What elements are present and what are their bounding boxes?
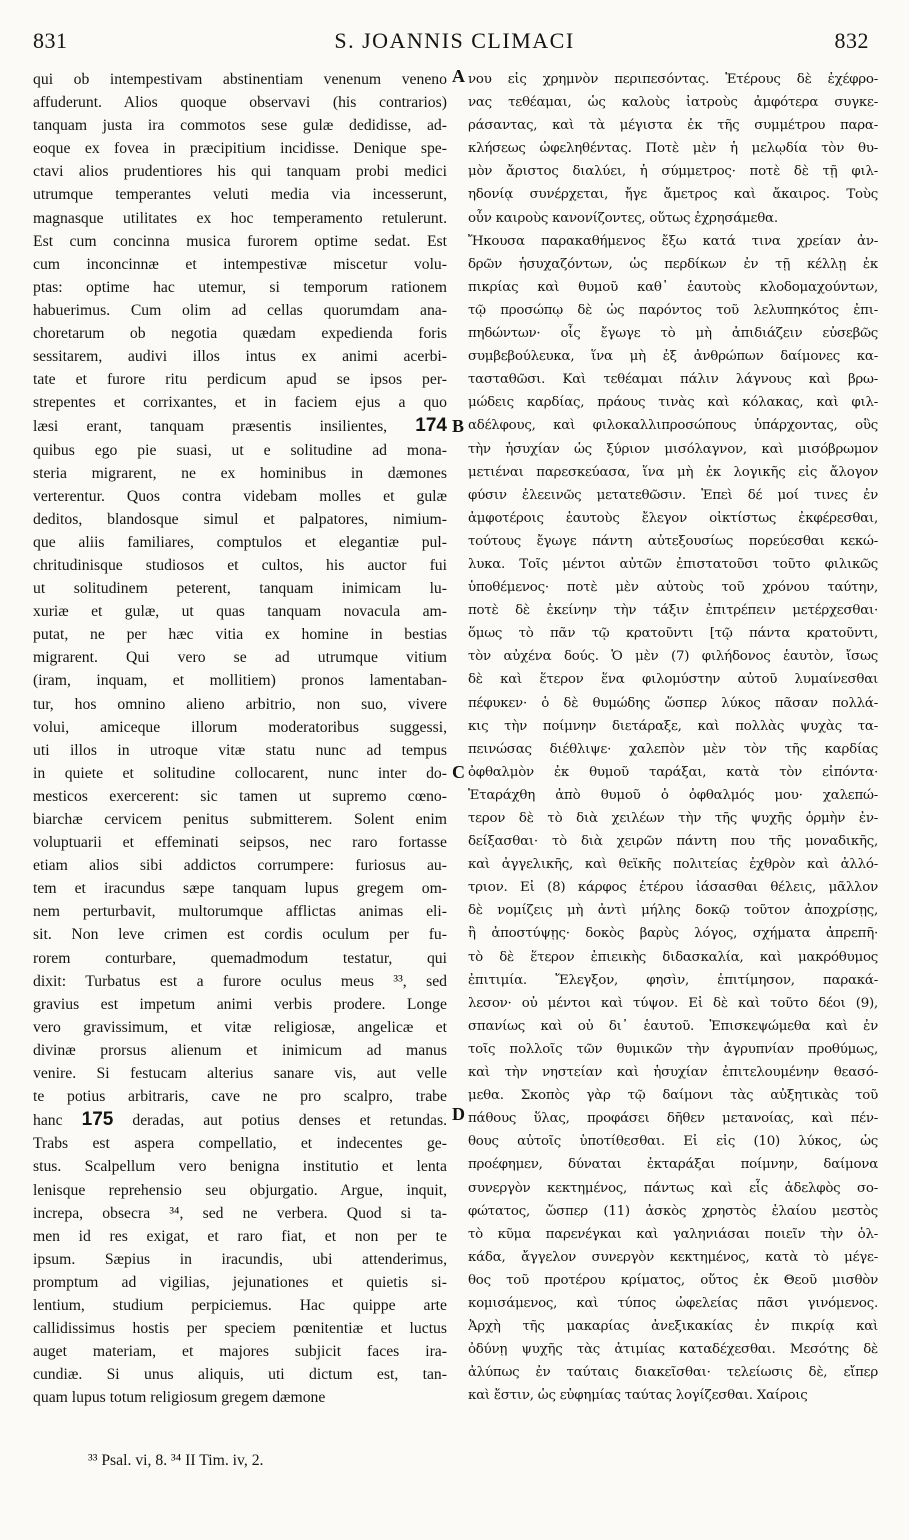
text-line: quibus ego pie suasi, ut e solitudine ad mona- — [33, 441, 447, 459]
text-line: sit. Non leve crimen est cordis oculum per fu- — [33, 926, 447, 944]
text-line: κάδα, ἄγγελον συνεργὸν κεκτημένος, κατὰ τὸ μέγε- — [468, 1249, 878, 1265]
text-line: tur, hos omnino alieno arbitrio, non suo, vivere — [33, 695, 447, 713]
text-line: αδέλφους, καὶ φιλοκαλλιπροσώπους ὑπάρχοντας, οὓς — [468, 418, 878, 434]
text-line: δὲ καὶ ἕτερον ἕνα φιλομύστην αὐτοῦ λυμαίνεσθαι — [468, 672, 878, 688]
text-line: ράσαντας, καὶ τὰ μέγιστα ἐκ τῆς συμμέτρου παρα- — [468, 118, 878, 134]
text-line: ὀδύνῃ ψυχῆς τὰς ἀτιμίας καταδέχεσθαι. Μεσότης δὲ — [468, 1342, 878, 1358]
text-line: ὑποθέμενος· ποτὲ μὲν αὐτοὺς τοῦ χρόνου ταύτην, — [468, 580, 878, 596]
text-line: divinæ prorsus alienum et inimicum ad manus — [33, 1041, 447, 1059]
section-marker-a: A — [452, 66, 465, 86]
marginal-page-number: 174 — [415, 415, 447, 437]
marginal-page-number: 175 — [81, 1109, 114, 1131]
text-line: nem perturbavit, multorumque afflictas animas eli- — [33, 903, 447, 921]
text-line: κομισάμενος, καὶ τύπος ὠφελείας πᾶσι γινόμενος. — [468, 1295, 878, 1311]
text-line: τασταθῶσι. Καὶ τεθέαμαι πάλιν λάγνους καὶ βρω- — [468, 372, 878, 388]
text-line: σπανίως καὶ οὐ δι᾿ ἑαυτοῦ. Ἐπισκεψώμεθα καὶ ἐν — [468, 1018, 878, 1034]
text-line: καὶ τὴν νηστείαν καὶ ἡσυχίαν ἐπιτελουμένην θεασό- — [468, 1065, 878, 1081]
page-number-left: 831 — [33, 28, 68, 53]
text-line: lentium, studium perpiciemus. Hac quippe arte — [33, 1296, 447, 1314]
text-line: πεινώσας διέθλιψε· χαλεπὸν μὲν τὸν τῆς καρδίας — [468, 741, 878, 757]
text-line: te potius arbitraris, cave ne pro scalpro, trabe — [33, 1088, 447, 1106]
text-line: quam lupus totum religiosum gregem dæmone — [33, 1389, 326, 1407]
text-line: λεσον· οὐ μέντοι καὶ τύψον. Εἰ δὲ καὶ τοῦτο δέοι (9), — [468, 995, 878, 1011]
text-line: ptas: optime hac utemur, si temporum rationem — [33, 278, 447, 296]
text-line: cundiæ. Si unus aliquis, uti dictum est, tan- — [33, 1366, 447, 1384]
text-line: μετιέναι παρεσκεύασα, ἵνα μὴ ἐκ λογικῆς εἰς ἄλογον — [468, 464, 878, 480]
text-line: migrarent. Qui vero se ad utrumque vitium — [33, 649, 447, 667]
text-line: cum inconcinnæ et intempestivæ miscetur volu- — [33, 255, 447, 273]
text-line: τερον δὲ τὸ διὰ χειλέων τὴν τῆς ψυχῆς ὁρμὴν ἐν- — [468, 811, 878, 826]
text-line: τῷ προσώπῳ δὲ ὡς παρόντος τοῦ λελυπηκότος ἐπι- — [468, 302, 878, 318]
text-line: Ἤκουσα παρακαθήμενος ἔξω κατά τινα χρείαν ἀν- — [468, 233, 878, 249]
text-line: affuderunt. Alios quoque observavi (his contrarios) — [33, 94, 447, 112]
text-line: lenisque reprehensio seu objurgatio. Argue, inquit, — [33, 1181, 447, 1199]
text-line: ἀλύπως ἐν ταύταις διακεῖσθαι· τελείωσις δὲ, εἴπερ — [468, 1365, 878, 1381]
text-line: νου εἰς χρημνὸν περιπεσόντας. Ἑτέρους δὲ ἐχέφρο- — [468, 72, 878, 87]
text-line: τούτους ἔγωγε πάντη αὐτεξουσίως πορεύεσθαι κεκώ- — [468, 533, 878, 549]
text-line: τὸ δὲ ἕτερον ἐπιεικὴς διδασκαλία, καὶ μακρόθυμος — [468, 949, 878, 965]
text-line: choretarum ob negotia quædam expedienda foris — [33, 325, 447, 343]
text-line: dixit: Turbatus est a furore oculus meus ³³, sed — [33, 972, 447, 990]
text-line: ὀφθαλμὸν ἐκ θυμοῦ ταράξαι, κατὰ τὸν εἰπόντα· — [468, 764, 878, 780]
text-line: μὸν ἄριστος διαλύει, ἡ σύμμετρος· ποτὲ δὲ τῇ φιλ- — [468, 164, 878, 180]
latin-column — [33, 68, 447, 1409]
text-line: ἀμφοτέροις ἑαυτοὺς ἔλεγον οἰκτίστως ἐκφέρεσθαι, — [468, 510, 878, 526]
text-line: μεθα. Σκοπὸς γὰρ τῷ δαίμονι τὰς αὐξητικὰς τοῦ — [468, 1088, 878, 1104]
text-line: λυκα. Τοῖς μέντοι αὐτῶν ἐπιστατοῦσι τοῦτο φιλικῶς — [468, 556, 878, 572]
text-line: volui, amiceque illorum moderatoribus suggessi, — [33, 718, 447, 736]
text-line: deditos, blandosque simul et palpatores, nimium- — [33, 510, 447, 528]
text-line: tanquam justa ira commotos sese gulæ dedidisse, ad- — [33, 117, 447, 135]
text-line: men id res exigat, et raro fiat, et non per te — [33, 1227, 447, 1245]
text-line: Ἀρχὴ τῆς μακαρίας ἀνεξικακίας ἐν πικρίᾳ καὶ — [468, 1319, 878, 1335]
text-line: vero gravissimum, et vitæ religiosæ, angelicæ et — [33, 1018, 447, 1036]
text-line: gravius est impetum animi verbis prodere. Longe — [33, 995, 447, 1013]
text-line: συνεργὸν κεκτημένος, πάντως καὶ εἷς ἀδελφὸς σο- — [468, 1180, 878, 1196]
text-line: ηδονίᾳ συνέρχεται, ἤγε ἄμετρος καὶ ἄκαιρος. Τοὺς — [468, 187, 878, 203]
text-line: δείξασθαι· τὸ διὰ χειρῶν πάντη που τῆς μοναδικῆς, — [468, 834, 878, 850]
text-line: φύσιν ἐλεεινῶς μετατεθῶσιν. Ἐπεὶ δέ μοί τινες ἐν — [468, 487, 878, 503]
text-line: chritudinisque studiosos et cultos, his auctor fui — [33, 556, 447, 574]
text-line: increpa, obsecra ³⁴, sed ne verbera. Quod si ta- — [33, 1204, 447, 1222]
section-marker-d: D — [452, 1104, 465, 1124]
page-number-right: 832 — [834, 28, 869, 53]
text-line: strepentes et corrixantes, et in faciem ejus a quo — [33, 394, 447, 412]
text-line: xuriæ et gulæ, ut quas tanquam novacula am- — [33, 603, 447, 621]
text-line: μώδεις καρδίας, πράους τινὰς καὶ κόλακας, καὶ φιλ- — [468, 395, 878, 411]
text-line: etiam alios sibi addictos corrumpere: furiosus au- — [33, 857, 447, 875]
text-line: θος τοῦ προτέρου κρίματος, οὕτος ἐκ Θεοῦ μισθὸν — [468, 1272, 878, 1288]
text-line: mesticos exercerent: sic tamen ut supremo cœno- — [33, 787, 447, 805]
text-line: πηδώντων· οἷς ἔγωγε τὸ μὴ ἀπιδιάζειν εὐσεβῶς — [468, 326, 878, 342]
text-line: stus. Scalpellum vero benigna institutio et lenta — [33, 1158, 447, 1176]
text-line: ut solitudinem peterent, tanquam inimicam lu- — [33, 580, 447, 598]
text-line: ipsum. Sæpius in iracundis, ubi attenderimus, — [33, 1250, 447, 1268]
text-line: δὲ νομίζεις μὴ ἀντὶ μήλης δοκῷ τοῦτον ἀποχρίσῃς, — [468, 903, 878, 919]
running-head: S. JOANNIS CLIMACI — [334, 28, 575, 53]
text-line: sessitarem, audivi illos intus ex animi acerbi- — [33, 348, 447, 366]
text-line: ἐπιτιμία. Ἔλεγξον, φησὶν, ἐπιτίμησον, παρακά- — [468, 972, 878, 988]
text-line: tate et furore ritu perdicum apud se ipsos per- — [33, 371, 447, 389]
text-line: qui ob intempestivam abstinentiam venenum veneno — [33, 71, 447, 88]
text-line: πικρίας καὶ θυμοῦ καθ᾿ ἑαυτοὺς κλοδομαχούντων, — [468, 279, 878, 295]
text-line: κις τὴν ποίμνην διετάραξε, καὶ πολλὰς ψυχὰς τα- — [468, 718, 878, 734]
text-line: rorem conturbare, quemadmodum testatur, qui — [33, 949, 447, 967]
section-marker-b: B — [452, 416, 465, 436]
text-line: τοῖς πολλοῖς τῶν θυμικῶν τὴν ἀγρυπνίαν προθύμως, — [468, 1041, 878, 1057]
text-line: τριον. Εἰ (8) κάρφος ἑτέρου ἰάσασθαι θέλεις, μᾶλλον — [468, 880, 878, 896]
text-line: utrumque temperantes veluti media via incesserunt, — [33, 186, 447, 204]
text-line: ποτὲ δὲ ἐκείνην τὴν τάξιν ἐπιτρέπειν μετέρχεσθαι· — [468, 603, 878, 619]
text-line: habuerimus. Cum olim ad cellas quorumdam ana- — [33, 301, 447, 319]
text-line: τὸν αὐχένα δούς. Ὁ μὲν (7) φιλήδονος ἑαυτὸν, ἴσως — [468, 649, 878, 665]
text-line: voluptuarii et effeminati seipsos, nec raro fortasse — [33, 834, 447, 852]
text-line: καὶ ἔστιν, ὡς εὐφημίας ταύτας λογίζεσθαι. Χαίροις — [468, 1388, 808, 1404]
text-line: νας τεθέαμαι, ὡς καλοὺς ἰατροὺς ἀμφότερα συγκε- — [468, 95, 878, 111]
text-line: κλήσεως ὠφεληθέντας. Ποτὲ μὲν ἡ μελῳδία τὸν θυ- — [468, 141, 878, 157]
greek-column — [468, 68, 878, 1407]
text-line: ctavi alios prudentiores his qui tanquam probi medici — [33, 163, 447, 181]
footnote: ³³ Psal. vi, 8. ³⁴ II Tim. iv, 2. — [88, 1452, 264, 1469]
text-line: eoque ex fovea in præcipitium incidisse. Denique spe- — [33, 140, 447, 158]
text-line: verterentur. Quos contra videbam molles et gulæ — [33, 487, 447, 505]
text-line: in quiete et solitudine collocarent, nunc inter do- — [33, 764, 447, 782]
text-line: promptum ad vigilias, jejunationes et quietis si- — [33, 1273, 447, 1291]
text-line: θους αὐτοῖς ὑποτίθεσθαι. Εἰ εἰς (10) λύκος, ὡς — [468, 1134, 878, 1150]
text-line: φώτατος, ὥσπερ (11) ἀσκὸς χρηστὸς ἐλαίου μεστὸς — [468, 1203, 878, 1219]
text-line: οὖν καιροὺς κανονίζοντες, οὕτως ἐχρησάμεθα. — [468, 210, 778, 226]
text-line: callidissimus hostis per speciem pœnitentiæ et luctus — [33, 1320, 447, 1338]
text-line: τὸ κῦμα παρενέγκαι καὶ γαληνιάσαι ποιεῖν τὴν ὁλ- — [468, 1226, 878, 1242]
text-line: Est cum concinna musica furorem optime sedat. Est — [33, 232, 447, 250]
text-line: que aliis familiares, comptulos et elegantiæ pul- — [33, 533, 447, 551]
text-line: Trabs est aspera compellatio, et indecentes ge- — [33, 1135, 447, 1153]
text-line: προέφημεν, δύναται ἐκταράξαι ποίμνην, δαίμονα — [468, 1157, 878, 1173]
text-line: venire. Si festucam alterius sanare vis, aut velle — [33, 1065, 447, 1083]
section-marker-c: C — [452, 762, 465, 782]
text-line: auget materiam, et majores subjicit faces ira- — [33, 1343, 447, 1361]
text-line: πέφυκεν· ὁ δὲ θυμώδης ὥσπερ λύκος πᾶσαν πολλά- — [468, 695, 878, 711]
text-line: magnasque utilitates ex hoc temperamento retulerunt. — [33, 209, 447, 227]
text-line: biarchæ cervicem penitus submitterem. Solent enim — [33, 811, 447, 828]
text-line: καὶ ἀγγελικῆς, καὶ θεϊκῆς πολιτείας ἐχθρὸν καὶ ἀλλό- — [468, 857, 878, 873]
text-line: δρῶν ἡσυχαζόντων, ὡς περδίκων ἐν τῇ κέλλῃ ἐκ — [468, 256, 878, 272]
text-line: ἢ ἀποστύψῃς· δοκὸς βαρὺς λόγος, σχήματα ἀπρεπῆ· — [468, 926, 878, 942]
text-line: hanc 175 deradas, aut potius denses et retundas. — [33, 1109, 447, 1131]
text-line: τὴν ἡσυχίαν ὡς ξύριον μισόλαγνον, καὶ μισόβρωμον — [468, 441, 878, 457]
text-line: steria migrarent, ne ex hominibus in dæmones — [33, 464, 447, 482]
text-line: (iram, inquam, et mollitiem) pronos lamentaban- — [33, 672, 447, 690]
text-line: Ἐταράχθη ἀπὸ θυμοῦ ὁ ὀφθαλμός μου· χαλεπώ- — [468, 787, 878, 803]
text-line: ὅμως τὸ πᾶν τῷ κρατοῦντι [τῷ πάντα κρατοῦντι, — [468, 626, 878, 642]
text-line: συμβεβούλευκα, ἵνα μὴ ἐξ ἀνθρώπων δαίμονες κα- — [468, 349, 878, 365]
text-line: πάθους ὕλας, προφάσει δῆθεν μετανοίας, καὶ πέν- — [468, 1111, 878, 1127]
text-line: putat, ne per hæc vitia ex homine in bestias — [33, 626, 447, 644]
text-line: tem et iracundus sæpe tanquam lupus gregem om- — [33, 880, 447, 898]
text-line: læsi erant, tanquam præsentis insilientes, 174 — [33, 415, 447, 437]
text-line: uti illos in utroque vitæ statu nunc ad tempus — [33, 741, 447, 759]
